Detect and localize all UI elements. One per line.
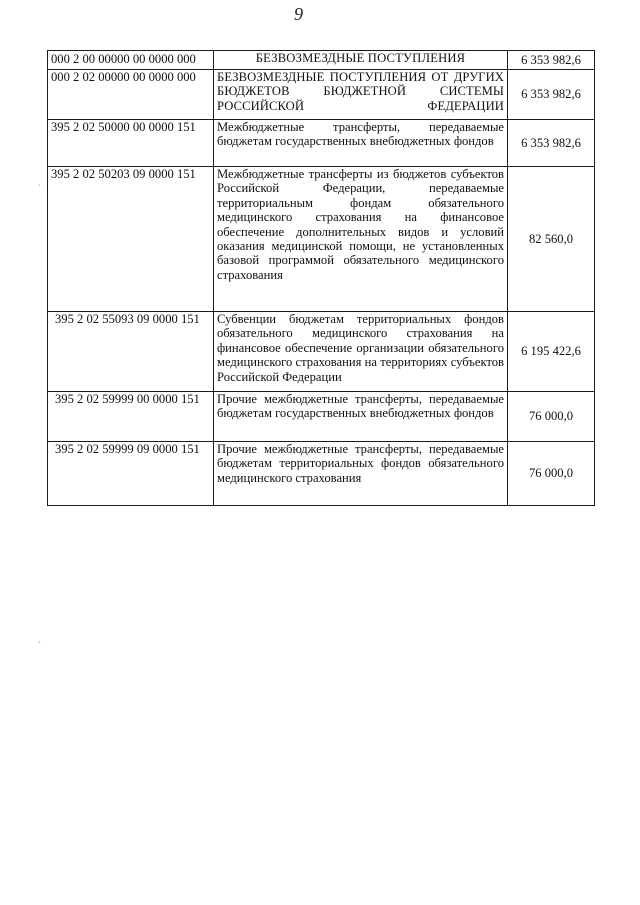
amount-cell: 6 353 982,6 [508,120,595,167]
amount-cell: 6 353 982,6 [508,51,595,70]
table-row [48,312,595,392]
table-row [48,51,595,70]
description-cell: Межбюджетные трансферты из бюджетов субъектов Российской Федерации, передаваемые территориальным фондам обязательного медицинского страхования на финансовое обеспечение дополнительных видов и условий оказания медицинской помощи, не установленных базовой программой обязательного медицинского страхования [214,167,508,312]
budget-code-cell: 395 2 02 59999 09 0000 151 [48,442,214,506]
description-cell: БЕЗВОЗМЕЗДНЫЕ ПОСТУПЛЕНИЯ [214,51,508,70]
table-row [48,392,595,442]
description-cell: БЕЗВОЗМЕЗДНЫЕ ПОСТУПЛЕНИЯ ОТ ДРУГИХ БЮДЖЕТОВ БЮДЖЕТНОЙ СИСТЕМЫ РОССИЙСКОЙ ФЕДЕРАЦИИ [214,70,508,120]
table-row [48,70,595,120]
page-number: 9 [294,4,303,24]
amount-cell: 76 000,0 [508,392,595,442]
budget-code-cell: 000 2 00 00000 00 0000 000 [48,51,214,70]
scan-margin-mark: ` [38,640,41,650]
table-row [48,120,595,167]
budget-code-cell: 000 2 02 00000 00 0000 000 [48,70,214,120]
table-row [48,442,595,506]
budget-code-cell: 395 2 02 55093 09 0000 151 [48,312,214,392]
description-cell: Субвенции бюджетам территориальных фондов обязательного медицинского страхования на финансовое обеспечение организации обязательного медицинского страхования на территориях субъектов Российской Федерации [214,312,508,392]
table-row [48,167,595,312]
budget-revenue-table [47,50,595,506]
amount-cell: 76 000,0 [508,442,595,506]
description-cell: Межбюджетные трансферты, передаваемые бюджетам государственных внебюджетных фондов [214,120,508,167]
description-cell: Прочие межбюджетные трансферты, передаваемые бюджетам государственных внебюджетных фондов [214,392,508,442]
amount-cell: 6 353 982,6 [508,70,595,120]
amount-cell: 6 195 422,6 [508,312,595,392]
description-cell: Прочие межбюджетные трансферты, передаваемые бюджетам территориальных фондов обязательного медицинского страхования [214,442,508,506]
amount-cell: 82 560,0 [508,167,595,312]
budget-code-cell: 395 2 02 50000 00 0000 151 [48,120,214,167]
budget-code-cell: 395 2 02 59999 00 0000 151 [48,392,214,442]
budget-code-cell: 395 2 02 50203 09 0000 151 [48,167,214,312]
scan-margin-mark: ` [38,183,41,193]
